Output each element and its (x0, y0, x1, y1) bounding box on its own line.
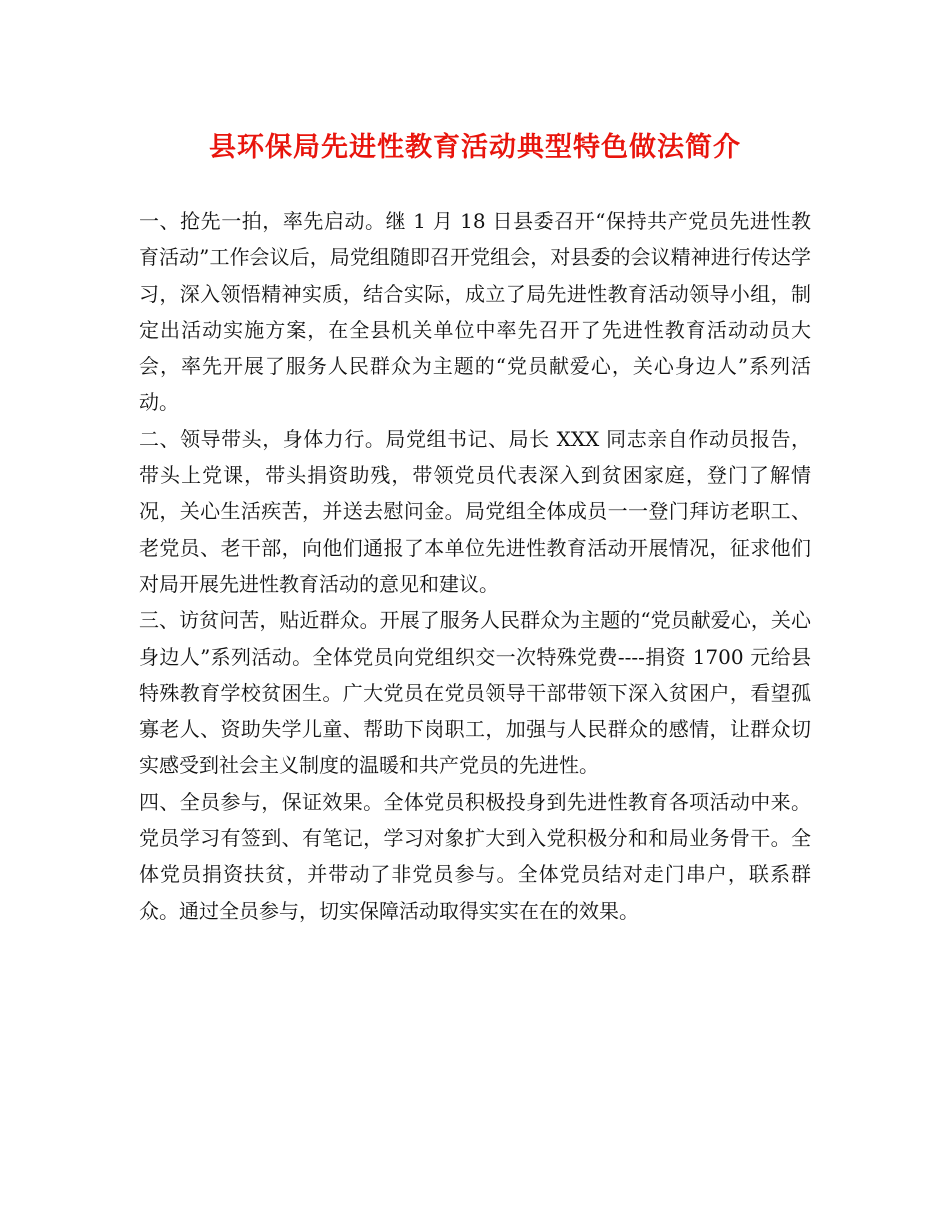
paragraph-3: 三、访贫问苦，贴近群众。开展了服务人民群众为主题的“党员献爱心，关心身边人”系列活动。全体党员向党组织交一次特殊党费----捐资 1700 元给县特殊教育学校贫困生。广大党员在党员领导干部带领下深入贫困户，看望孤寡老人、资助失学儿童、帮助下岗职工，加强与人民群众的感情，让群众切实感受到社会主义制度的温暖和共产党员的先进性。 (139, 608, 811, 778)
paragraph-4: 四、全员参与，保证效果。全体党员积极投身到先进性教育各项活动中来。党员学习有签到、有笔记，学习对象扩大到入党积极分和和局业务骨干。全体党员捐资扶贫，并带动了非党员参与。全体党员结对走门串户，联系群众。通过全员参与，切实保障活动取得实实在在的效果。 (139, 789, 811, 923)
document-body (139, 203, 811, 929)
document-title: 县环保局先进性教育活动典型特色做法简介 (209, 132, 741, 163)
paragraph-1: 一、抢先一拍，率先启动。继 1 月 18 日县委召开“保持共产党员先进性教育活动”工作会议后，局党组随即召开党组会，对县委的会议精神进行传达学习，深入领悟精神实质，结合实际，成立了局先进性教育活动领导小组，制定出活动实施方案，在全县机关单位中率先召开了先进性教育活动动员大会，率先开展了服务人民群众为主题的“党员献爱心，关心身边人”系列活动。 (139, 209, 811, 415)
paragraph-2: 二、领导带头，身体力行。局党组书记、局长 XXX 同志亲自作动员报告，带头上党课，带头捐资助残，带领党员代表深入到贫困家庭，登门了解情况，关心生活疾苦，并送去慰问金。局党组全体成员一一登门拜访老职工、老党员、老干部，向他们通报了本单位先进性教育活动开展情况，征求他们对局开展先进性教育活动的意见和建议。 (139, 426, 811, 596)
